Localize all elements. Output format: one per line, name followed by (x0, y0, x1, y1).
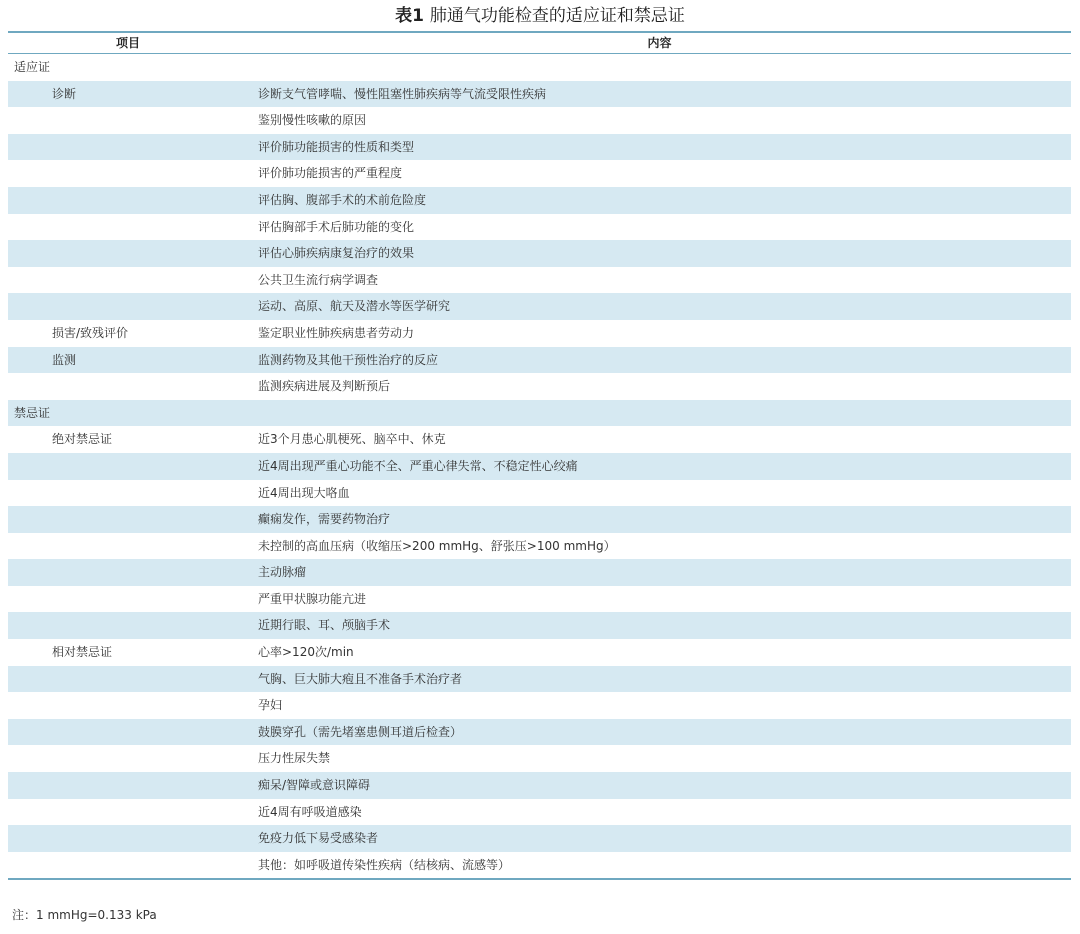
content-cell: 评估胸部手术后肺功能的变化 (258, 219, 415, 234)
item-cell (8, 799, 248, 826)
content-cell: 其他：如呼吸道传染性疾病（结核病、流感等） (258, 857, 511, 872)
table-row (8, 825, 1071, 852)
table-row (8, 373, 1071, 400)
content-cell: 心率>120次/min (258, 645, 354, 660)
item-cell (8, 612, 248, 639)
item-cell (8, 267, 248, 294)
table-row (8, 160, 1071, 187)
item-cell (8, 506, 248, 533)
content-cell: 严重甲状腺功能亢进 (258, 591, 367, 606)
item-cell (8, 480, 248, 507)
table-row (8, 745, 1071, 772)
content-cell: 近4周有呼吸道感染 (258, 804, 362, 819)
content-cell: 近期行眼、耳、颅脑手术 (258, 618, 391, 633)
item-cell: 诊断 (52, 86, 77, 101)
content-cell: 运动、高原、航天及潜水等医学研究 (258, 299, 451, 314)
content-cell (248, 400, 1071, 427)
table-row (8, 347, 1071, 374)
content-cell (248, 54, 1071, 81)
content-cell: 癫痫发作，需要药物治疗 (258, 512, 391, 527)
table-body (8, 54, 1071, 878)
table-row (8, 320, 1071, 347)
section-row (8, 400, 1071, 427)
item-cell (8, 533, 248, 560)
section-label: 适应证 (14, 60, 51, 74)
content-cell: 近4周出现大咯血 (258, 485, 350, 500)
item-cell (8, 559, 248, 586)
table-row (8, 799, 1071, 826)
header-content: 内容 (647, 36, 672, 50)
table-row (8, 453, 1071, 480)
item-cell (8, 373, 248, 400)
table-row (8, 586, 1071, 613)
table-row (8, 639, 1071, 666)
table-row (8, 612, 1071, 639)
item-cell (8, 586, 248, 613)
table-caption: 肺通气功能检查的适应证和禁忌证 (429, 6, 685, 26)
item-cell (8, 772, 248, 799)
item-cell: 损害/致残评价 (52, 325, 129, 340)
item-cell (8, 852, 248, 879)
content-cell: 鼓膜穿孔（需先堵塞患侧耳道后检查） (258, 724, 463, 739)
table-row (8, 214, 1071, 241)
table-row (8, 240, 1071, 267)
table-row (8, 559, 1071, 586)
item-cell: 监测 (52, 352, 77, 367)
content-cell: 未控制的高血压病（收缩压>200 mmHg、舒张压>100 mmHg） (258, 538, 616, 553)
item-cell (8, 825, 248, 852)
table-row (8, 107, 1071, 134)
section-row (8, 54, 1071, 81)
content-cell: 鉴别慢性咳嗽的原因 (258, 113, 367, 128)
content-cell: 评价肺功能损害的严重程度 (258, 166, 403, 181)
table-row (8, 772, 1071, 799)
content-cell: 痴呆/智障或意识障碍 (258, 778, 371, 793)
table-row (8, 81, 1071, 108)
item-cell (8, 692, 248, 719)
table-row (8, 480, 1071, 507)
header-item: 项目 (115, 36, 140, 50)
table-footnote: 注：1 mmHg=0.133 kPa (12, 908, 157, 922)
item-cell (8, 719, 248, 746)
table-row (8, 666, 1071, 693)
content-cell: 公共卫生流行病学调查 (258, 272, 379, 287)
item-cell (8, 160, 248, 187)
content-cell: 评价肺功能损害的性质和类型 (258, 139, 415, 154)
content-cell: 近3个月患心肌梗死、脑卒中、休克 (258, 432, 446, 447)
table-row (8, 187, 1071, 214)
content-cell: 评估胸、腹部手术的术前危险度 (258, 192, 427, 207)
item-cell: 绝对禁忌证 (52, 432, 113, 447)
table-row (8, 852, 1071, 879)
content-cell: 近4周出现严重心功能不全、严重心律失常、不稳定性心绞痛 (258, 458, 578, 473)
item-cell (8, 293, 248, 320)
item-cell (8, 187, 248, 214)
content-cell: 评估心肺疾病康复治疗的效果 (258, 246, 415, 261)
content-cell: 主动脉瘤 (258, 565, 307, 580)
table-row (8, 719, 1071, 746)
table-row (8, 293, 1071, 320)
table-header (8, 33, 1071, 54)
table-row (8, 134, 1071, 161)
item-cell (8, 745, 248, 772)
item-cell: 相对禁忌证 (52, 645, 113, 660)
item-cell (8, 107, 248, 134)
content-cell: 气胸、巨大肺大疱且不准备手术治疗者 (258, 671, 463, 686)
item-cell (8, 453, 248, 480)
table-row (8, 426, 1071, 453)
table-row (8, 506, 1071, 533)
content-cell: 孕妇 (258, 698, 283, 713)
content-cell: 鉴定职业性肺疾病患者劳动力 (258, 325, 415, 340)
table-number: 表1 (395, 6, 424, 26)
table-title (0, 4, 1080, 28)
item-cell (8, 240, 248, 267)
item-cell (8, 134, 248, 161)
indications-table (8, 31, 1071, 880)
table-row (8, 692, 1071, 719)
content-cell: 监测疾病进展及判断预后 (258, 379, 391, 394)
content-cell: 压力性尿失禁 (258, 751, 331, 766)
content-cell: 监测药物及其他干预性治疗的反应 (258, 352, 439, 367)
item-cell (8, 214, 248, 241)
section-label: 禁忌证 (14, 405, 51, 420)
table-row (8, 267, 1071, 294)
item-cell (8, 666, 248, 693)
content-cell: 免疫力低下易受感染者 (258, 831, 379, 846)
table-row (8, 533, 1071, 560)
content-cell: 诊断支气管哮喘、慢性阻塞性肺疾病等气流受限性疾病 (258, 86, 547, 101)
